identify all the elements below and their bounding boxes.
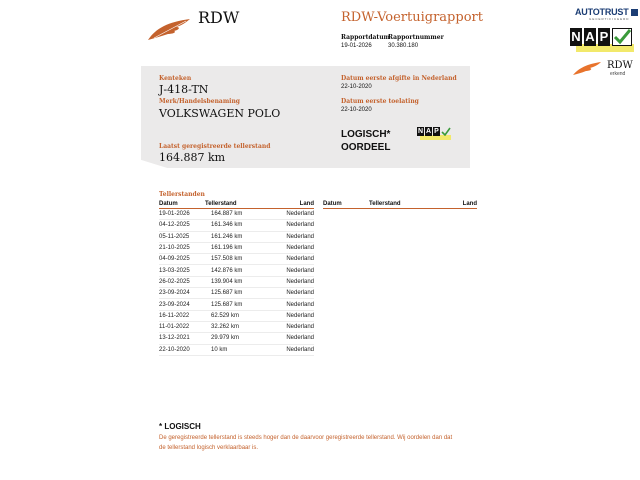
first-admission-value: 22-10-2020 xyxy=(341,107,372,113)
report-number: 30.380.180 xyxy=(388,43,419,49)
table-row xyxy=(159,242,314,253)
country-cell: Nederland xyxy=(265,299,314,310)
odometer-cell: 125.687 km xyxy=(205,299,265,310)
first-nl-value: 22-10-2020 xyxy=(341,84,372,90)
table-row xyxy=(159,344,314,355)
date-cell: 04-12-2025 xyxy=(159,220,205,231)
report-date-label: Rapportdatum xyxy=(341,34,390,41)
odometer-cell: 164.887 km xyxy=(205,209,265,220)
col-odometer: Tellerstand xyxy=(205,200,265,209)
country-cell: Nederland xyxy=(265,231,314,242)
date-cell: 21-10-2025 xyxy=(159,242,205,253)
table-row xyxy=(159,321,314,332)
date-cell: 16-11-2022 xyxy=(159,310,205,321)
table-row xyxy=(159,276,314,287)
date-cell: 23-09-2024 xyxy=(159,299,205,310)
report-date: 19-01-2026 xyxy=(341,43,372,49)
odometer-cell: 161.246 km xyxy=(205,231,265,242)
report-title: RDW-Voertuigrapport xyxy=(341,10,483,25)
country-cell: Nederland xyxy=(265,321,314,332)
date-cell: 22-10-2020 xyxy=(159,344,205,355)
nap-letter-a: A xyxy=(585,29,595,44)
country-cell: Nederland xyxy=(265,344,314,355)
nap-small-check-icon xyxy=(441,127,451,136)
country-cell: Nederland xyxy=(265,209,314,220)
odometer-value: 164.887 km xyxy=(159,151,226,164)
autotrust-text: AUTOTRUST xyxy=(575,7,629,17)
table-row xyxy=(159,333,314,344)
verdict xyxy=(341,128,390,154)
plate-value: J-418-TN xyxy=(159,83,209,96)
country-cell: Nederland xyxy=(265,288,314,299)
col-date: Datum xyxy=(159,200,205,209)
odometer-cell: 157.508 km xyxy=(205,254,265,265)
readings-title: Tellerstanden xyxy=(159,191,205,198)
first-nl-label: Datum eerste afgifte in Nederland xyxy=(341,75,457,82)
nap-letter-n: N xyxy=(571,29,581,44)
rdw-erkend-brand: RDW xyxy=(607,60,633,71)
date-cell: 19-01-2026 xyxy=(159,209,205,220)
odometer-cell: 125.687 km xyxy=(205,288,265,299)
col-country: Land xyxy=(265,200,314,209)
rdw-erkend-sub: erkend xyxy=(610,71,626,77)
make-value: VOLKSWAGEN POLO xyxy=(159,107,281,120)
table-row xyxy=(159,254,314,265)
readings-table xyxy=(159,200,314,356)
table-row xyxy=(159,209,314,220)
verdict-line-2: OORDEEL xyxy=(341,142,391,153)
date-cell: 26-02-2025 xyxy=(159,276,205,287)
country-cell: Nederland xyxy=(265,220,314,231)
table-row xyxy=(159,265,314,276)
odometer-cell: 139.904 km xyxy=(205,276,265,287)
date-cell: 13-12-2021 xyxy=(159,333,205,344)
odometer-cell: 32.262 km xyxy=(205,321,265,332)
first-admission-label: Datum eerste toelating xyxy=(341,98,419,105)
autotrust-logo xyxy=(575,7,638,17)
country-cell: Nederland xyxy=(265,310,314,321)
country-cell: Nederland xyxy=(265,333,314,344)
col-date-2: Datum xyxy=(323,200,369,209)
readings-header-row xyxy=(159,200,314,209)
date-cell: 04-09-2025 xyxy=(159,254,205,265)
report-number-label: Rapportnummer xyxy=(388,34,444,41)
col-country-2: Land xyxy=(429,200,477,209)
odometer-cell: 10 km xyxy=(205,344,265,355)
autotrust-check-icon xyxy=(631,9,638,16)
plate-label: Kenteken xyxy=(159,75,192,82)
odometer-cell: 29.979 km xyxy=(205,333,265,344)
date-cell: 13-03-2025 xyxy=(159,265,205,276)
odometer-cell: 161.196 km xyxy=(205,242,265,253)
date-cell: 11-01-2022 xyxy=(159,321,205,332)
country-cell: Nederland xyxy=(265,242,314,253)
nap-small-logo xyxy=(417,127,451,140)
country-cell: Nederland xyxy=(265,254,314,265)
table-row xyxy=(159,288,314,299)
date-cell: 23-09-2024 xyxy=(159,288,205,299)
make-label: Merk/Handelsbenaming xyxy=(159,98,241,105)
footnote-title: * LOGISCH xyxy=(159,422,201,431)
date-cell: 05-11-2025 xyxy=(159,231,205,242)
nap-small-p: P xyxy=(434,128,439,135)
rdw-feather-logo-icon xyxy=(146,16,192,42)
table-row xyxy=(159,231,314,242)
autotrust-sub: GECERTIFICEERD xyxy=(589,17,630,21)
nap-small-a: A xyxy=(425,128,432,135)
table-row xyxy=(159,220,314,231)
nap-logo xyxy=(570,28,634,52)
nap-small-n: N xyxy=(417,128,424,135)
nap-check-icon xyxy=(612,28,632,46)
col-odometer-2: Tellerstand xyxy=(369,200,429,209)
odometer-label: Laatst geregistreerde tellerstand xyxy=(159,143,271,150)
rdw-erkend-feather-icon xyxy=(572,60,602,76)
footnote-text: De geregistreerde tellerstand is steeds hoger dan de daarvoor geregistreerde tellerstand. Wij oordelen dan dat de tellerstand logisch verklaarbaar is. xyxy=(159,435,453,451)
readings-table-2 xyxy=(323,200,477,209)
odometer-cell: 62.529 km xyxy=(205,310,265,321)
odometer-cell: 142.876 km xyxy=(205,265,265,276)
brand-name: RDW xyxy=(198,8,240,27)
nap-letter-p: P xyxy=(599,29,609,44)
table-row xyxy=(159,310,314,321)
country-cell: Nederland xyxy=(265,276,314,287)
country-cell: Nederland xyxy=(265,265,314,276)
table-row xyxy=(159,299,314,310)
verdict-line-1: LOGISCH* xyxy=(341,129,391,140)
odometer-cell: 161.346 km xyxy=(205,220,265,231)
readings-header-row-2 xyxy=(323,200,477,209)
